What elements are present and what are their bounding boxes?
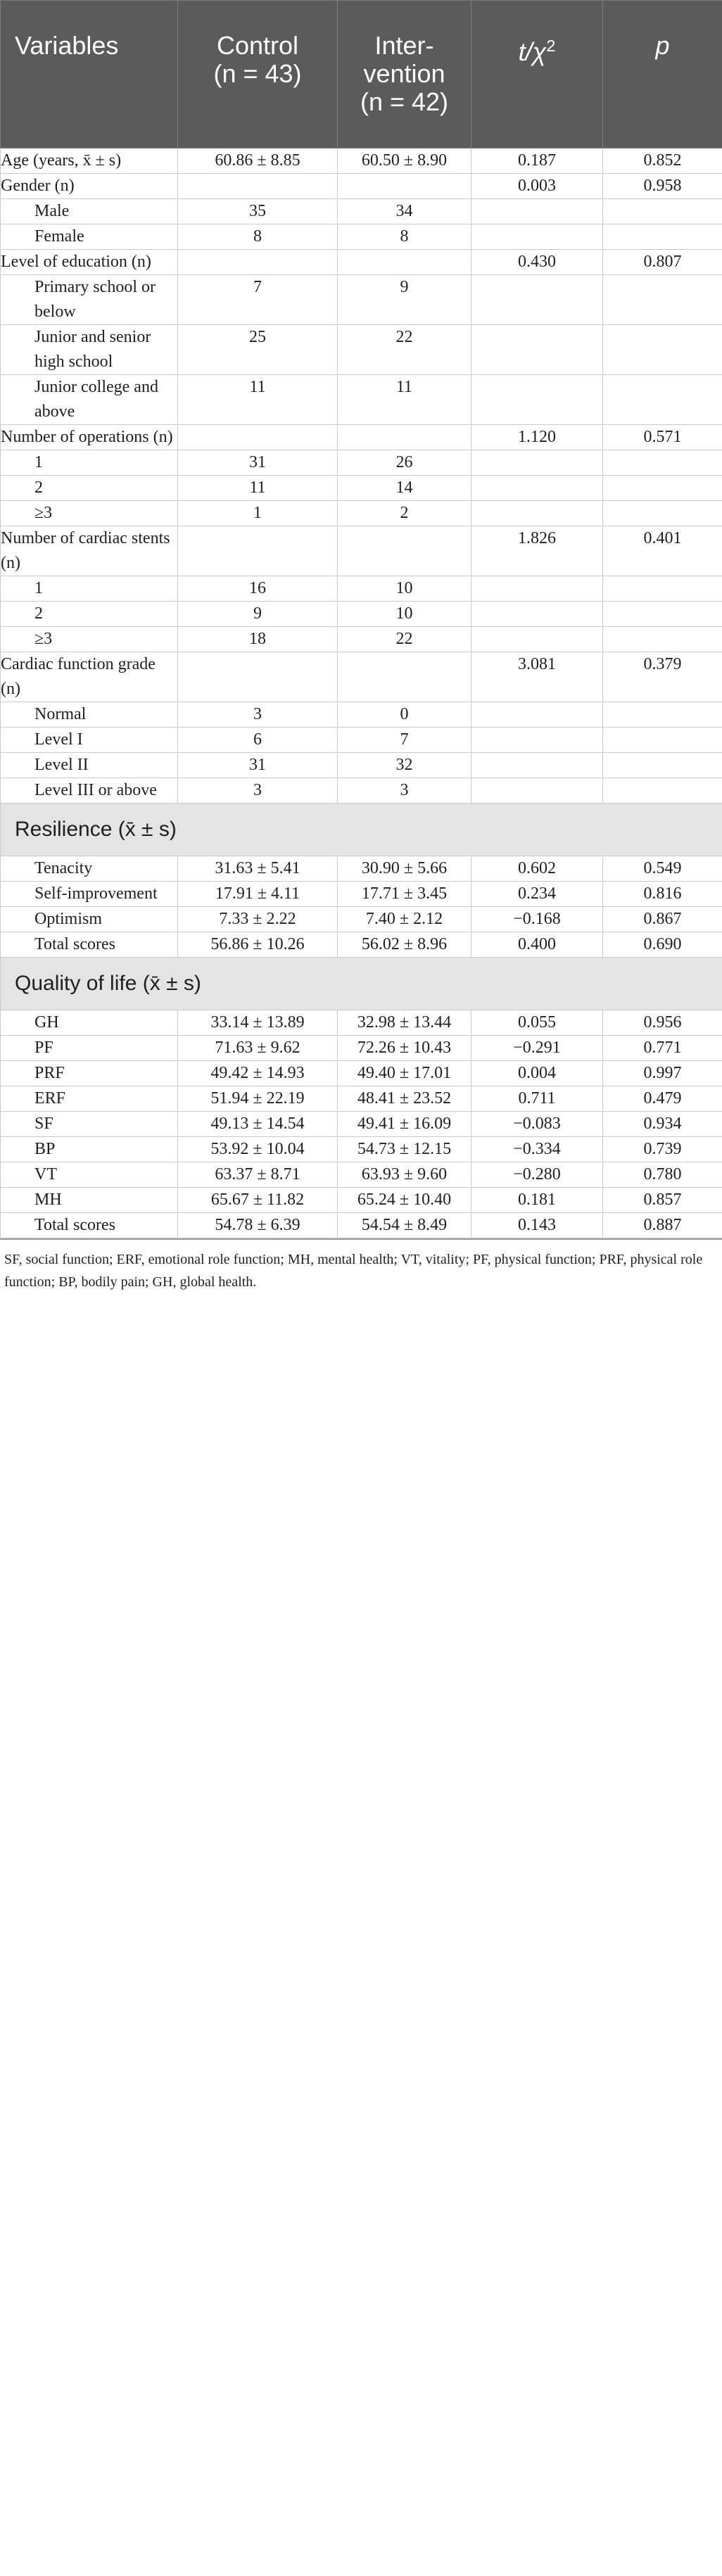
header-variables: Variables (1, 1, 178, 148)
statistic-cell (471, 778, 603, 804)
control-value-cell: 17.91 ± 4.11 (178, 882, 338, 907)
intervention-value-cell (338, 174, 471, 199)
p-value-cell: 0.852 (603, 148, 722, 174)
section-title: Quality of life (x̄ ± s) (1, 958, 722, 1010)
table-row (1, 425, 722, 450)
p-value-cell (603, 501, 722, 526)
statistic-cell: 1.826 (471, 526, 603, 576)
intervention-value-cell: 22 (338, 627, 471, 652)
variable-cell: ERF (1, 1086, 178, 1112)
intervention-value-cell: 9 (338, 275, 471, 325)
statistic-cell (471, 325, 603, 375)
intervention-value-cell: 49.41 ± 16.09 (338, 1112, 471, 1137)
control-value-cell: 16 (178, 576, 338, 602)
variable-cell: Number of cardiac stents (n) (1, 526, 178, 576)
p-value-cell (603, 450, 722, 476)
header-statistic-sup: 2 (546, 37, 556, 55)
statistic-cell: 0.602 (471, 856, 603, 882)
table-row (1, 224, 722, 250)
table-row (1, 702, 722, 728)
statistic-cell (471, 476, 603, 501)
variable-cell: ≥3 (1, 501, 178, 526)
intervention-value-cell: 3 (338, 778, 471, 804)
intervention-value-cell: 30.90 ± 5.66 (338, 856, 471, 882)
variable-cell: Level II (1, 753, 178, 778)
control-value-cell (178, 425, 338, 450)
control-value-cell: 49.42 ± 14.93 (178, 1061, 338, 1086)
variable-cell: Self-improvement (1, 882, 178, 907)
intervention-value-cell: 56.02 ± 8.96 (338, 932, 471, 958)
variable-cell: Normal (1, 702, 178, 728)
statistic-cell: −0.168 (471, 907, 603, 932)
control-value-cell: 31 (178, 753, 338, 778)
intervention-value-cell: 17.71 ± 3.45 (338, 882, 471, 907)
table-row (1, 1086, 722, 1112)
p-value-cell (603, 728, 722, 753)
table-row (1, 275, 722, 325)
control-value-cell: 6 (178, 728, 338, 753)
control-value-cell: 3 (178, 778, 338, 804)
p-value-cell (603, 576, 722, 602)
header-intervention-line1: Inter- (374, 31, 434, 60)
intervention-value-cell (338, 652, 471, 702)
p-value-cell: 0.690 (603, 932, 722, 958)
p-value-cell (603, 224, 722, 250)
p-value-cell: 0.997 (603, 1061, 722, 1086)
table-row (1, 325, 722, 375)
header-statistic (471, 1, 603, 148)
p-value-cell (603, 778, 722, 804)
statistic-cell (471, 602, 603, 627)
control-value-cell: 7.33 ± 2.22 (178, 907, 338, 932)
table-row (1, 501, 722, 526)
variable-cell: Cardiac function grade (n) (1, 652, 178, 702)
intervention-value-cell: 8 (338, 224, 471, 250)
intervention-value-cell: 34 (338, 199, 471, 224)
table-row (1, 1213, 722, 1238)
control-value-cell: 9 (178, 602, 338, 627)
header-intervention-n: (n = 42) (360, 87, 449, 116)
p-value-cell: 0.816 (603, 882, 722, 907)
control-value-cell: 1 (178, 501, 338, 526)
control-value-cell: 25 (178, 325, 338, 375)
header-statistic-label: t/χ (518, 37, 547, 66)
intervention-value-cell: 60.50 ± 8.90 (338, 148, 471, 174)
statistic-cell (471, 753, 603, 778)
p-value-cell (603, 199, 722, 224)
variable-cell: Tenacity (1, 856, 178, 882)
table-row (1, 753, 722, 778)
header-control (178, 1, 338, 148)
variable-cell: Total scores (1, 1213, 178, 1238)
statistic-cell: 0.004 (471, 1061, 603, 1086)
table-row (1, 856, 722, 882)
variable-cell: Optimism (1, 907, 178, 932)
variable-cell: Level of education (n) (1, 250, 178, 275)
intervention-value-cell: 0 (338, 702, 471, 728)
variable-cell: Junior and senior high school (1, 325, 178, 375)
variable-cell: Gender (n) (1, 174, 178, 199)
control-value-cell: 51.94 ± 22.19 (178, 1086, 338, 1112)
control-value-cell: 56.86 ± 10.26 (178, 932, 338, 958)
intervention-value-cell: 7.40 ± 2.12 (338, 907, 471, 932)
control-value-cell: 53.92 ± 10.04 (178, 1137, 338, 1162)
variable-cell: Total scores (1, 932, 178, 958)
statistic-cell (471, 199, 603, 224)
variable-cell: 2 (1, 602, 178, 627)
p-value-cell: 0.934 (603, 1112, 722, 1137)
intervention-value-cell (338, 425, 471, 450)
statistic-cell (471, 450, 603, 476)
statistic-cell: 0.711 (471, 1086, 603, 1112)
intervention-value-cell: 54.54 ± 8.49 (338, 1213, 471, 1238)
p-value-cell: 0.857 (603, 1188, 722, 1213)
table-row (1, 627, 722, 652)
p-value-cell: 0.379 (603, 652, 722, 702)
section-title: Resilience (x̄ ± s) (1, 804, 722, 856)
p-value-cell (603, 325, 722, 375)
table-row (1, 526, 722, 576)
statistic-cell (471, 501, 603, 526)
table-row (1, 728, 722, 753)
intervention-value-cell: 48.41 ± 23.52 (338, 1086, 471, 1112)
statistic-cell: −0.334 (471, 1137, 603, 1162)
table-body (1, 148, 722, 1238)
table-row (1, 882, 722, 907)
table-row (1, 1137, 722, 1162)
statistic-cell: 0.003 (471, 174, 603, 199)
statistic-cell (471, 627, 603, 652)
statistic-cell: 0.055 (471, 1010, 603, 1036)
intervention-value-cell (338, 526, 471, 576)
table-row (1, 932, 722, 958)
variable-cell: Number of operations (n) (1, 425, 178, 450)
statistic-cell: 0.187 (471, 148, 603, 174)
variable-cell: PRF (1, 1061, 178, 1086)
table-row (1, 250, 722, 275)
statistic-cell: 0.400 (471, 932, 603, 958)
table-row (1, 375, 722, 425)
variable-cell: Age (years, x̄ ± s) (1, 148, 178, 174)
intervention-value-cell: 22 (338, 325, 471, 375)
variable-cell: 1 (1, 576, 178, 602)
p-value-cell: 0.807 (603, 250, 722, 275)
control-value-cell: 8 (178, 224, 338, 250)
control-value-cell: 71.63 ± 9.62 (178, 1036, 338, 1061)
control-value-cell: 31.63 ± 5.41 (178, 856, 338, 882)
table-row (1, 450, 722, 476)
p-value-cell: 0.549 (603, 856, 722, 882)
table-row (1, 148, 722, 174)
variable-cell: GH (1, 1010, 178, 1036)
statistic-cell: 3.081 (471, 652, 603, 702)
variable-cell: SF (1, 1112, 178, 1137)
statistic-cell (471, 728, 603, 753)
variable-cell: Level I (1, 728, 178, 753)
intervention-value-cell: 26 (338, 450, 471, 476)
intervention-value-cell: 14 (338, 476, 471, 501)
control-value-cell: 65.67 ± 11.82 (178, 1188, 338, 1213)
statistic-cell: 0.143 (471, 1213, 603, 1238)
p-value-cell (603, 627, 722, 652)
p-value-cell: 0.401 (603, 526, 722, 576)
variable-cell: MH (1, 1188, 178, 1213)
intervention-value-cell: 11 (338, 375, 471, 425)
p-value-cell: 0.887 (603, 1213, 722, 1238)
table-row (1, 1010, 722, 1036)
control-value-cell (178, 526, 338, 576)
intervention-value-cell: 10 (338, 602, 471, 627)
p-value-cell (603, 602, 722, 627)
statistic-cell (471, 576, 603, 602)
p-value-cell (603, 476, 722, 501)
control-value-cell: 18 (178, 627, 338, 652)
table-row (1, 907, 722, 932)
variable-cell: 1 (1, 450, 178, 476)
control-value-cell: 3 (178, 702, 338, 728)
p-value-cell (603, 702, 722, 728)
p-value-cell: 0.867 (603, 907, 722, 932)
control-value-cell: 54.78 ± 6.39 (178, 1213, 338, 1238)
p-value-cell (603, 375, 722, 425)
statistic-cell (471, 224, 603, 250)
intervention-value-cell: 2 (338, 501, 471, 526)
header-control-n: (n = 43) (213, 59, 302, 88)
table-footnote: SF, social function; ERF, emotional role function; MH, mental health; VT, vitality; PF, physical function; PRF, physical role function; BP, bodily pain; GH, global health. (0, 1238, 722, 1293)
variable-cell: Junior college and above (1, 375, 178, 425)
statistic-cell: −0.083 (471, 1112, 603, 1137)
baseline-characteristics-table (0, 0, 722, 1238)
variable-cell: 2 (1, 476, 178, 501)
table-row (1, 778, 722, 804)
statistic-cell (471, 375, 603, 425)
statistic-cell: 1.120 (471, 425, 603, 450)
intervention-value-cell: 32.98 ± 13.44 (338, 1010, 471, 1036)
variable-cell: VT (1, 1162, 178, 1188)
variable-cell: ≥3 (1, 627, 178, 652)
p-value-cell: 0.571 (603, 425, 722, 450)
table-row (1, 199, 722, 224)
variable-cell: Female (1, 224, 178, 250)
variable-cell: Primary school or below (1, 275, 178, 325)
intervention-value-cell: 63.93 ± 9.60 (338, 1162, 471, 1188)
statistic-cell (471, 702, 603, 728)
intervention-value-cell: 65.24 ± 10.40 (338, 1188, 471, 1213)
control-value-cell: 33.14 ± 13.89 (178, 1010, 338, 1036)
variable-cell: Level III or above (1, 778, 178, 804)
section-row (1, 958, 722, 1010)
table-row (1, 1061, 722, 1086)
p-value-cell: 0.739 (603, 1137, 722, 1162)
statistic-cell: 0.234 (471, 882, 603, 907)
variable-cell: BP (1, 1137, 178, 1162)
table-row (1, 576, 722, 602)
intervention-value-cell: 49.40 ± 17.01 (338, 1061, 471, 1086)
statistic-cell: 0.430 (471, 250, 603, 275)
table-row (1, 1162, 722, 1188)
table-row (1, 476, 722, 501)
header-p-value: p (603, 1, 722, 148)
control-value-cell: 11 (178, 476, 338, 501)
table-row (1, 174, 722, 199)
table-header-row (1, 1, 722, 148)
table-row (1, 652, 722, 702)
intervention-value-cell (338, 250, 471, 275)
p-value-cell: 0.479 (603, 1086, 722, 1112)
intervention-value-cell: 32 (338, 753, 471, 778)
control-value-cell: 49.13 ± 14.54 (178, 1112, 338, 1137)
intervention-value-cell: 54.73 ± 12.15 (338, 1137, 471, 1162)
control-value-cell: 35 (178, 199, 338, 224)
intervention-value-cell: 72.26 ± 10.43 (338, 1036, 471, 1061)
control-value-cell (178, 174, 338, 199)
p-value-cell: 0.958 (603, 174, 722, 199)
table-row (1, 1112, 722, 1137)
control-value-cell: 60.86 ± 8.85 (178, 148, 338, 174)
header-intervention (338, 1, 471, 148)
control-value-cell: 7 (178, 275, 338, 325)
statistic-cell (471, 275, 603, 325)
p-value-cell: 0.956 (603, 1010, 722, 1036)
table-row (1, 1188, 722, 1213)
p-value-cell: 0.771 (603, 1036, 722, 1061)
intervention-value-cell: 7 (338, 728, 471, 753)
variable-cell: Male (1, 199, 178, 224)
header-control-label: Control (216, 31, 299, 60)
variable-cell: PF (1, 1036, 178, 1061)
control-value-cell: 31 (178, 450, 338, 476)
control-value-cell: 11 (178, 375, 338, 425)
statistic-cell: 0.181 (471, 1188, 603, 1213)
section-row (1, 804, 722, 856)
header-intervention-line2: vention (363, 59, 445, 88)
control-value-cell: 63.37 ± 8.71 (178, 1162, 338, 1188)
control-value-cell (178, 652, 338, 702)
control-value-cell (178, 250, 338, 275)
p-value-cell (603, 753, 722, 778)
statistic-cell: −0.291 (471, 1036, 603, 1061)
intervention-value-cell: 10 (338, 576, 471, 602)
p-value-cell: 0.780 (603, 1162, 722, 1188)
table-row (1, 602, 722, 627)
statistic-cell: −0.280 (471, 1162, 603, 1188)
p-value-cell (603, 275, 722, 325)
table-row (1, 1036, 722, 1061)
